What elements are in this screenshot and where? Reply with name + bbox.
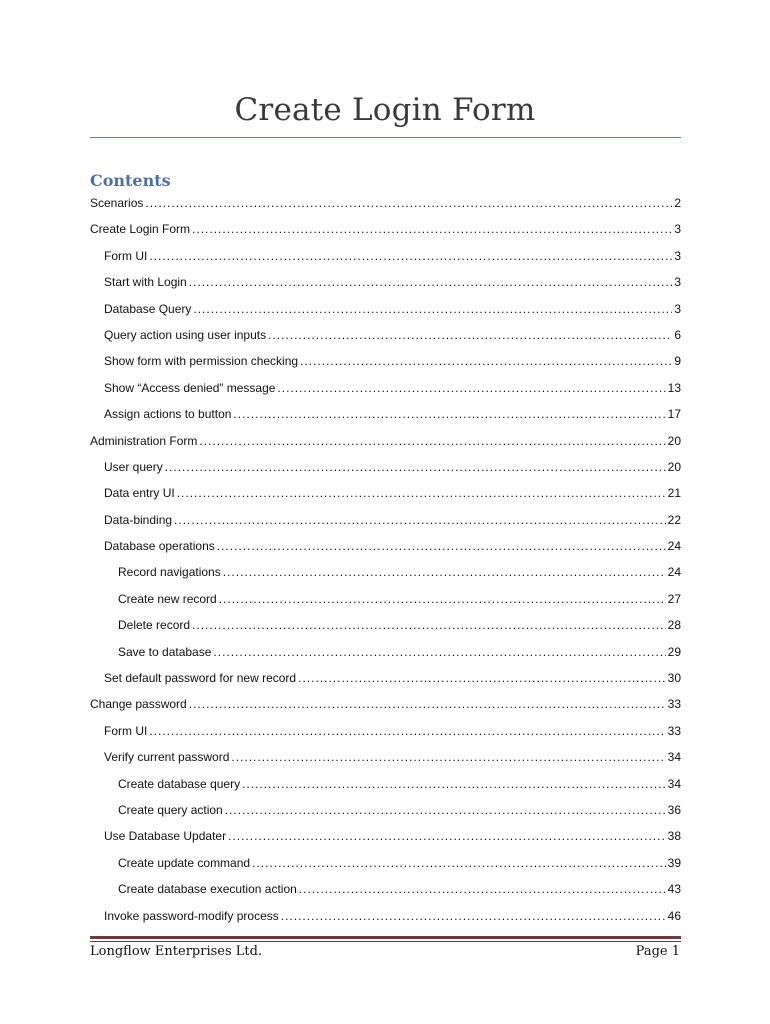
- toc-page-number: 20: [667, 459, 681, 474]
- toc-entry-text: Database Query: [104, 301, 192, 316]
- toc-entry-text: Assign actions to button: [104, 407, 232, 422]
- toc-entry[interactable]: [90, 296, 681, 322]
- toc-dot-leader: [145, 190, 672, 216]
- toc-page-number: 46: [667, 908, 681, 923]
- toc-entry-text: Create new record: [118, 591, 217, 606]
- toc-entry[interactable]: [90, 559, 681, 585]
- toc-page-number: 33: [667, 697, 681, 712]
- footer-divider-thick: [90, 936, 681, 939]
- toc-page-number: 3: [674, 248, 681, 263]
- toc-entry[interactable]: [90, 691, 681, 717]
- toc-entry-text: Data-binding: [104, 512, 173, 527]
- toc-dot-leader: [233, 401, 665, 427]
- toc-page-number: 22: [667, 512, 681, 527]
- toc-entry[interactable]: [90, 850, 681, 876]
- toc-entry-text: Show form with permission checking: [104, 354, 299, 369]
- contents-heading: Contents: [90, 171, 171, 190]
- toc-dot-leader: [225, 797, 666, 823]
- toc-entry[interactable]: [90, 744, 681, 770]
- toc-page-number: 3: [674, 275, 681, 290]
- toc-page-number: 6: [674, 327, 681, 342]
- toc-dot-leader: [174, 507, 666, 533]
- toc-entry[interactable]: [90, 375, 681, 401]
- document-title: Create Login Form: [234, 92, 536, 128]
- toc-entry[interactable]: [90, 639, 681, 665]
- toc-entry[interactable]: [90, 348, 681, 374]
- toc-entry[interactable]: [90, 480, 681, 506]
- toc-dot-leader: [192, 612, 666, 638]
- toc-page-number: 9: [674, 354, 681, 369]
- toc-entry-text: Verify current password: [104, 750, 230, 765]
- toc-entry[interactable]: [90, 401, 681, 427]
- toc-page-number: 24: [667, 539, 681, 554]
- toc-page-number: 43: [667, 882, 681, 897]
- toc-page-number: 21: [667, 486, 681, 501]
- toc-entry[interactable]: [90, 243, 681, 269]
- toc-page-number: 24: [667, 565, 681, 580]
- toc-entry-text: Create database execution action: [118, 882, 297, 897]
- toc-entry-text: Set default password for new record: [104, 671, 297, 686]
- toc-entry-text: Change password: [90, 697, 187, 712]
- toc-entry[interactable]: [90, 797, 681, 823]
- toc-entry-text: Invoke password-modify process: [104, 908, 279, 923]
- toc-dot-leader: [149, 718, 665, 744]
- toc-entry-text: Create update command: [118, 855, 251, 870]
- toc-dot-leader: [213, 639, 665, 665]
- toc-dot-leader: [199, 428, 665, 454]
- toc-entry[interactable]: [90, 823, 681, 849]
- toc-dot-leader: [217, 533, 666, 559]
- toc-entry[interactable]: [90, 428, 681, 454]
- toc-entry[interactable]: [90, 507, 681, 533]
- toc-entry-text: Use Database Updater: [104, 829, 227, 844]
- toc-dot-leader: [177, 480, 666, 506]
- table-of-contents: [90, 190, 681, 929]
- toc-entry-text: Create query action: [118, 802, 223, 817]
- toc-entry-text: Show “Access denied” message: [104, 380, 276, 395]
- toc-page-number: 28: [667, 618, 681, 633]
- title-divider: [90, 137, 681, 138]
- toc-entry-text: Save to database: [118, 644, 212, 659]
- toc-dot-leader: [231, 744, 665, 770]
- toc-dot-leader: [193, 296, 672, 322]
- toc-entry-text: Scenarios: [90, 196, 144, 210]
- toc-dot-leader: [192, 216, 672, 242]
- toc-dot-leader: [219, 586, 666, 612]
- toc-entry[interactable]: [90, 533, 681, 559]
- toc-entry-text: Form UI: [104, 723, 148, 738]
- toc-page-number: 38: [667, 829, 681, 844]
- toc-dot-leader: [299, 876, 666, 902]
- footer-divider-thin: [90, 941, 681, 942]
- toc-entry[interactable]: [90, 876, 681, 902]
- toc-page-number: 27: [667, 591, 681, 606]
- toc-entry-text: Start with Login: [104, 275, 187, 290]
- toc-entry-text: Form UI: [104, 248, 148, 263]
- toc-page-number: 3: [674, 301, 681, 316]
- toc-page-number: 36: [667, 802, 681, 817]
- toc-entry[interactable]: [90, 718, 681, 744]
- toc-entry-text: Database operations: [104, 539, 215, 554]
- toc-entry-text: Record navigations: [118, 565, 221, 580]
- toc-page-number: 30: [667, 671, 681, 686]
- toc-entry[interactable]: [90, 586, 681, 612]
- toc-page-number: 29: [667, 644, 681, 659]
- toc-page-number: 34: [667, 750, 681, 765]
- toc-entry-text: Administration Form: [90, 433, 198, 448]
- toc-entry-text: Data entry UI: [104, 486, 175, 501]
- toc-dot-leader: [223, 559, 666, 585]
- toc-dot-leader: [300, 348, 672, 374]
- toc-entry[interactable]: [90, 216, 681, 242]
- toc-dot-leader: [189, 691, 666, 717]
- toc-entry-text: Query action using user inputs: [104, 327, 267, 342]
- toc-entry[interactable]: [90, 454, 681, 480]
- toc-dot-leader: [277, 375, 665, 401]
- toc-page-number: 13: [667, 380, 681, 395]
- toc-dot-leader: [189, 269, 673, 295]
- toc-entry-text: Delete record: [118, 618, 191, 633]
- toc-dot-leader: [281, 903, 666, 929]
- toc-entry[interactable]: [90, 269, 681, 295]
- toc-dot-leader: [268, 322, 672, 348]
- toc-entry[interactable]: [90, 612, 681, 638]
- toc-entry[interactable]: [90, 771, 681, 797]
- toc-page-number: 20: [667, 433, 681, 448]
- toc-page-number: 33: [667, 723, 681, 738]
- toc-page-number: 3: [674, 222, 681, 237]
- toc-entry[interactable]: [90, 665, 681, 691]
- toc-dot-leader: [149, 243, 672, 269]
- toc-entry[interactable]: [90, 322, 681, 348]
- toc-page-number: 34: [667, 776, 681, 791]
- toc-page-number: 39: [667, 855, 681, 870]
- toc-entry[interactable]: [90, 903, 681, 929]
- toc-dot-leader: [298, 665, 666, 691]
- footer-page-number: Page 1: [635, 944, 680, 959]
- toc-entry-text: Create database query: [118, 776, 241, 791]
- toc-dot-leader: [252, 850, 666, 876]
- toc-page-number: 17: [667, 407, 681, 422]
- toc-page-number: 2: [674, 196, 681, 210]
- toc-entry-text: Create Login Form: [90, 222, 191, 237]
- toc-dot-leader: [228, 823, 666, 849]
- toc-entry-text: User query: [104, 459, 163, 474]
- toc-dot-leader: [242, 771, 666, 797]
- toc-entry[interactable]: [90, 190, 681, 216]
- toc-dot-leader: [165, 454, 666, 480]
- footer-company: Longflow Enterprises Ltd.: [90, 944, 263, 959]
